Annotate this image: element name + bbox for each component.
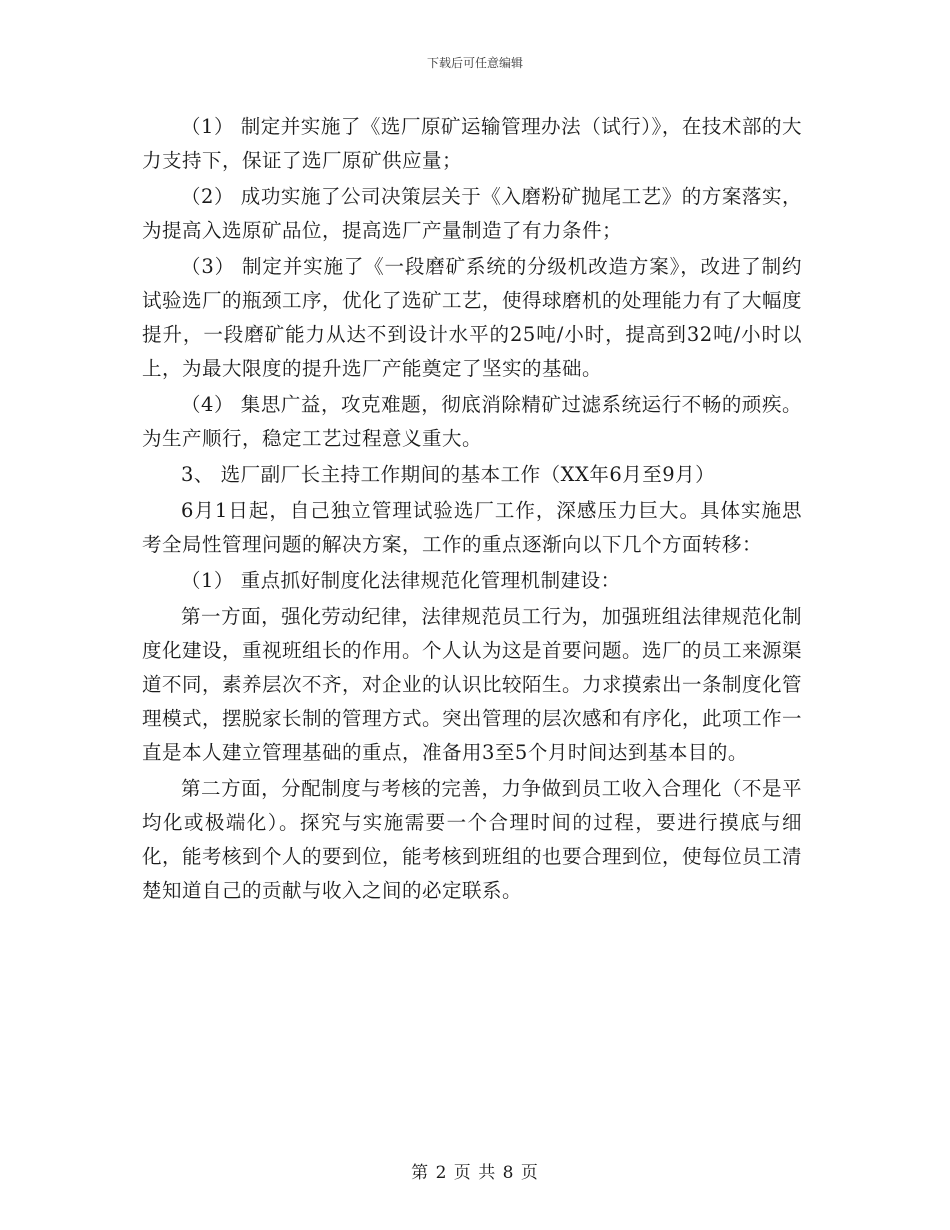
paragraph-aspect-2: 第二方面，分配制度与考核的完善，力争做到员工收入合理化（不是平均化或极端化）。探究与实施需要一个合理时间的过程，要进行摸底与细化，能考核到个人的要到位，能考核到班组的也要合理到位，使每位员工清楚知道自己的贡献与收入之间的必定联系。 <box>142 777 803 902</box>
paragraph-item-2: （2） 成功实施了公司决策层关于《入磨粉矿抛尾工艺》的方案落实，为提高入选原矿品位，提高选厂产量制造了有力条件； <box>142 185 802 242</box>
paragraph-item-4: （4） 集思广益，攻克难题，彻底消除精矿过滤系统运行不畅的顽疾。为生产顺行，稳定工艺过程意义重大。 <box>142 393 802 450</box>
paragraph-intro: 6月1日起，自己独立管理试验选厂工作，深感压力巨大。具体实施思考全局性管理问题的解决方案，工作的重点逐渐向以下几个方面转移： <box>142 499 802 556</box>
page-number: 第 2 页 共 8 页 <box>411 1163 539 1183</box>
paragraph-item-3: （3） 制定并实施了《一段磨矿系统的分级机改造方案》，改进了制约试验选厂的瓶颈工序，优化了选矿工艺，使得球磨机的处理能力有了大幅度提升，一段磨矿能力从达不到设计水平的25吨/小时，提高到32吨/小时以上，为最大限度的提升选厂产能奠定了坚实的基础。 <box>142 255 803 380</box>
page-header: 下载后可任意编辑 <box>426 56 523 70</box>
paragraph-aspect-1: 第一方面，强化劳动纪律，法律规范员工行为，加强班组法律规范化制度化建设，重视班组长的作用。个人认为这是首要问题。选厂的员工来源渠道不同，素养层次不齐，对企业的认识比较陌生。力求摸索出一条制度化管理模式，摆脱家长制的管理方式。突出管理的层次感和有序化，此项工作一直是本人建立管理基础的重点，准备用3至5个月时间达到基本目的。 <box>142 605 803 764</box>
paragraph-item-1: （1） 制定并实施了《选厂原矿运输管理办法（试行）》，在技术部的大力支持下，保证了选厂原矿供应量； <box>142 115 802 172</box>
subsection-heading-1: （1） 重点抓好制度化法律规范化管理机制建设： <box>181 569 621 592</box>
document-body <box>142 110 802 908</box>
section-heading-3: 3、 选厂副厂长主持工作期间的基本工作（XX年6月至9月） <box>181 463 716 486</box>
